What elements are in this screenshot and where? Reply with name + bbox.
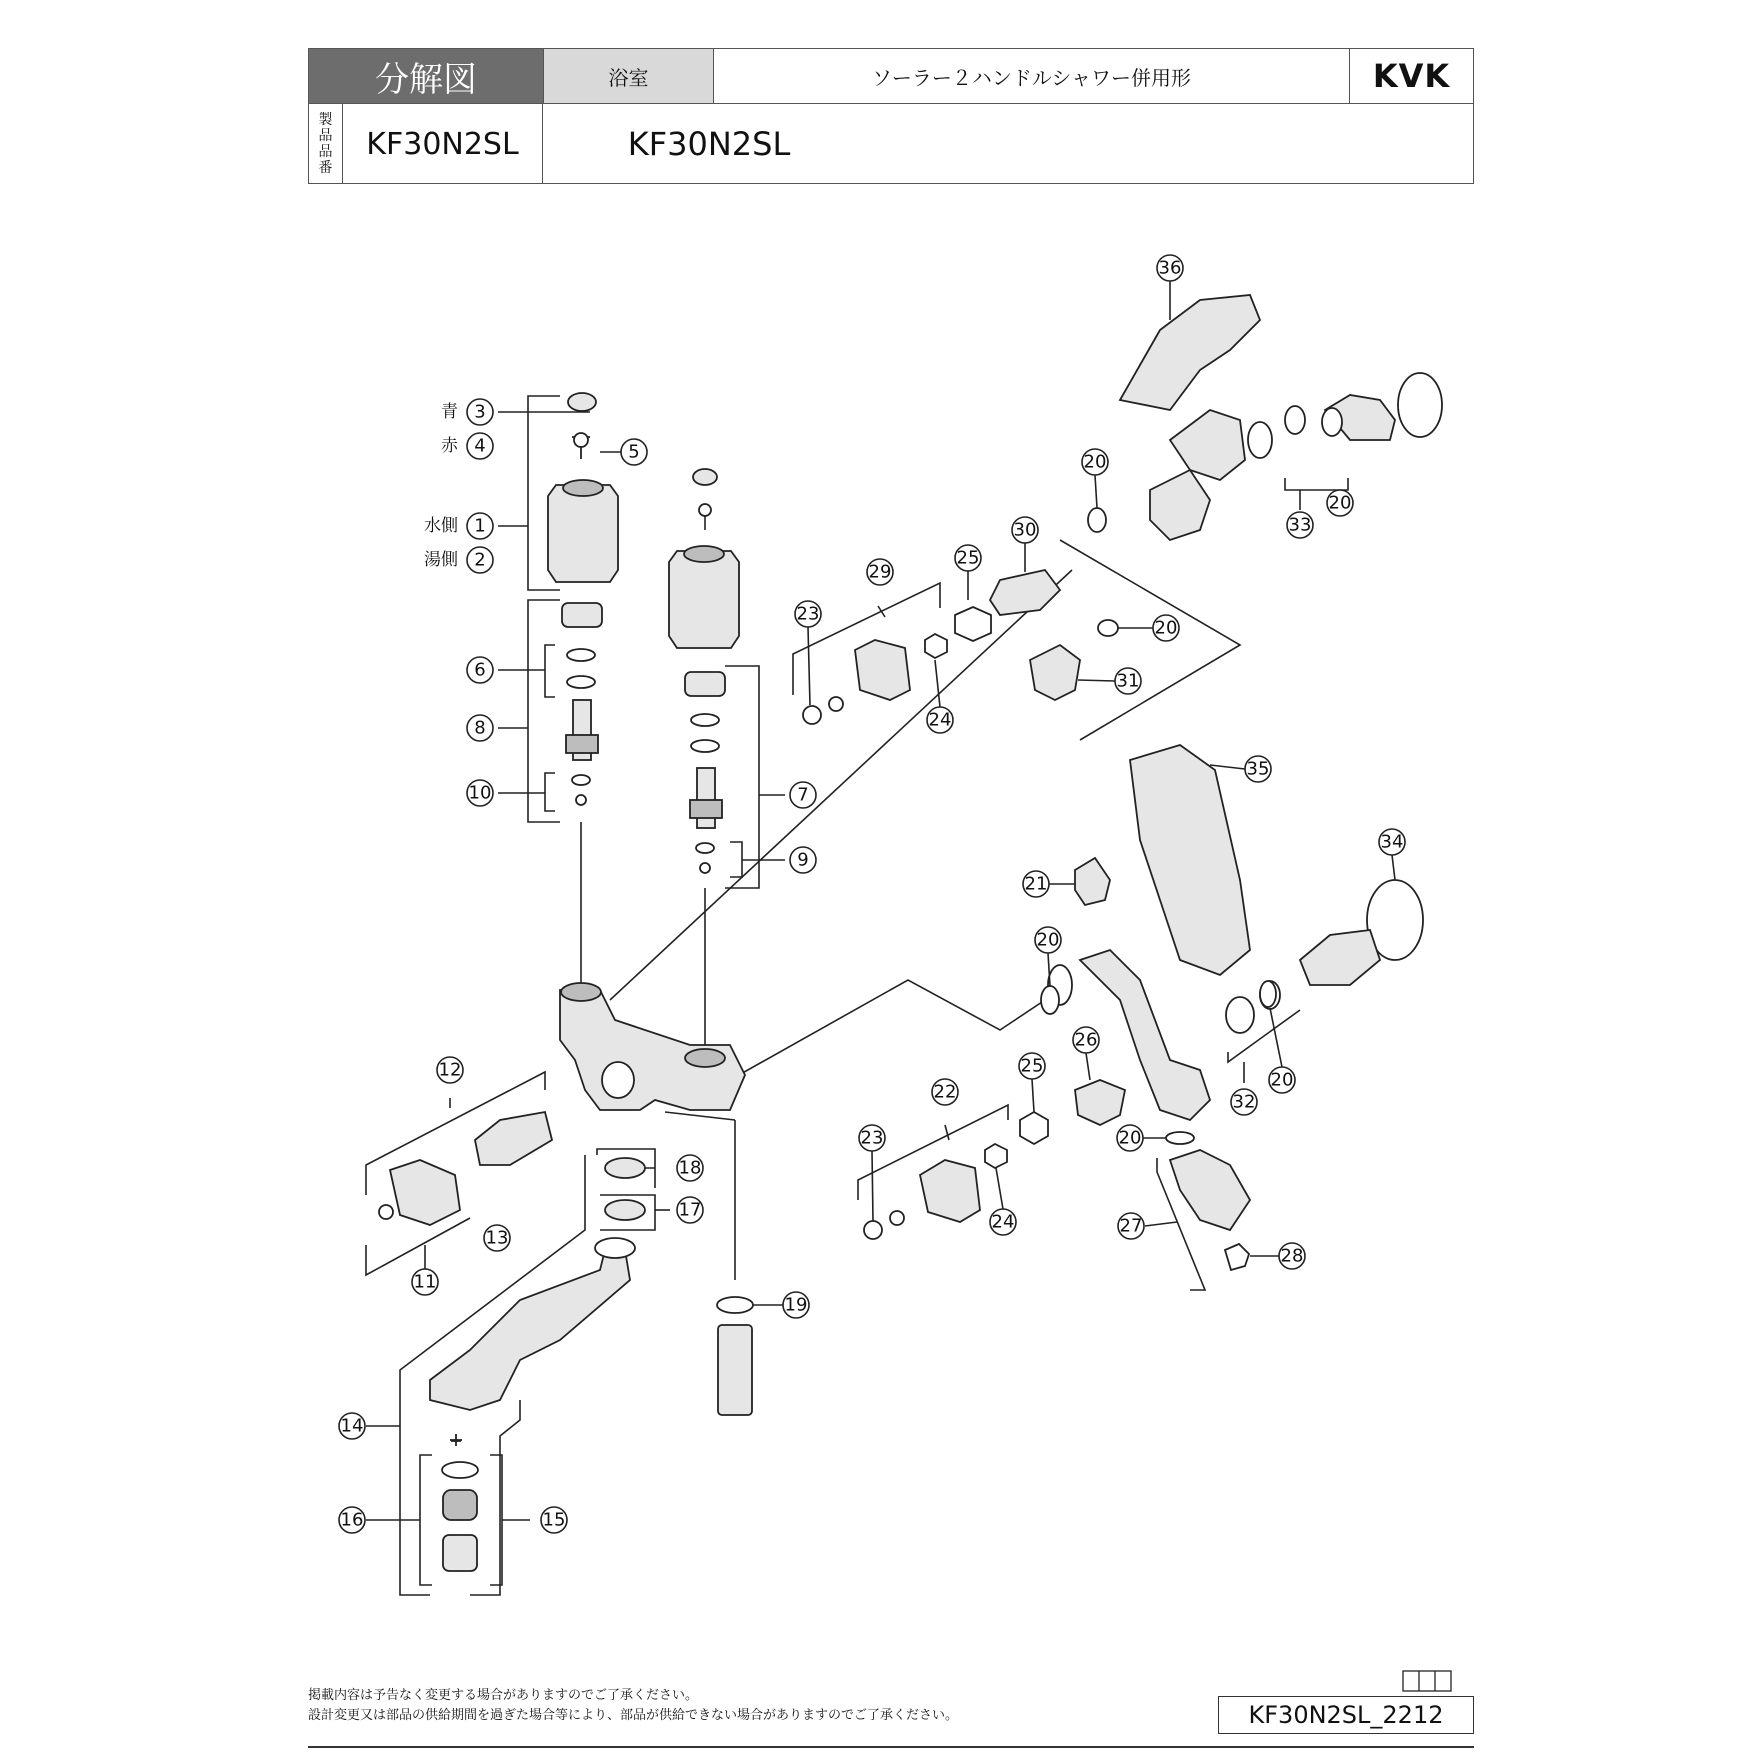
callout-20-f: 20 [1118, 1127, 1142, 1149]
callout-16: 16 [340, 1509, 364, 1531]
callout-21: 21 [1024, 873, 1048, 895]
shower-elbow [1170, 410, 1245, 480]
callout-36: 36 [1158, 257, 1182, 279]
callout-11: 11 [413, 1271, 437, 1293]
callout-17: 17 [678, 1199, 702, 1221]
callout-20-c: 20 [1154, 617, 1178, 639]
callout-8: 8 [474, 717, 486, 739]
callout-29: 29 [868, 561, 892, 583]
callout-20-e: 20 [1270, 1069, 1294, 1091]
document-id: KF30N2SL_2212 [1218, 1696, 1474, 1734]
spindle-right [697, 768, 715, 828]
callout-18: 18 [678, 1157, 702, 1179]
diverter-lever [855, 640, 910, 700]
product-name: ソーラー２ハンドルシャワー併用形 [713, 49, 1349, 103]
inlet-pipe [718, 1325, 752, 1415]
cap-blue-red [568, 393, 596, 411]
callout-20-d: 20 [1036, 929, 1060, 951]
callout-31: 31 [1116, 670, 1140, 692]
valve-21 [1075, 858, 1110, 905]
model-number-main: KF30N2SL [627, 125, 791, 163]
callout-23-b: 23 [860, 1127, 884, 1149]
callout-2: 2 [474, 549, 486, 571]
callout-32: 32 [1232, 1091, 1256, 1113]
stop-valve [1170, 1150, 1250, 1230]
brand-logo: KVK [1349, 49, 1473, 103]
callout-23-a: 23 [796, 603, 820, 625]
handle-right [669, 551, 739, 648]
product-number-label: 製 品 品 番 [309, 104, 343, 184]
footer-note-1: 掲載内容は予告なく変更する場合がありますのでご了承ください。 [308, 1688, 699, 1703]
bottom-rule [308, 1746, 1474, 1748]
cap-nut-right [685, 672, 725, 696]
callout-25-a: 25 [956, 547, 980, 569]
callout-15: 15 [542, 1509, 566, 1531]
callout-14: 14 [340, 1415, 364, 1437]
lever-22 [920, 1160, 980, 1222]
parts [379, 295, 1442, 1571]
page-title: 分解図 [309, 49, 543, 103]
label-water-side: 水側 [424, 516, 458, 536]
callout-26: 26 [1074, 1029, 1098, 1051]
changeover-knob [390, 1160, 460, 1225]
label-blue: 青 [441, 402, 458, 422]
callout-25-b: 25 [1020, 1055, 1044, 1077]
callout-28: 28 [1280, 1245, 1304, 1267]
callout-20-b: 20 [1328, 492, 1352, 514]
changeover-cartridge [475, 1112, 552, 1165]
callout-3: 3 [474, 401, 486, 423]
shower-hook [1120, 295, 1260, 410]
label-red: 赤 [441, 436, 458, 456]
holder-cover [1130, 745, 1250, 975]
callout-24-a: 24 [928, 709, 952, 731]
spout [430, 1250, 630, 1410]
callout-7: 7 [797, 784, 809, 806]
callout-22: 22 [933, 1081, 957, 1103]
callout-19: 19 [784, 1294, 808, 1316]
callout-27: 27 [1119, 1215, 1143, 1237]
page-indicator [1402, 1670, 1452, 1692]
callout-35: 35 [1246, 758, 1270, 780]
callout-5: 5 [628, 441, 640, 463]
callout-1: 1 [474, 515, 486, 537]
union-fitting [1300, 930, 1380, 985]
cap-nut-left [562, 603, 602, 627]
callout-13: 13 [485, 1227, 509, 1249]
callout-24-b: 24 [991, 1211, 1015, 1233]
callout-9: 9 [797, 849, 809, 871]
footer-note-2: 設計変更又は部品の供給期間を過ぎた場合等により、部品が供給できない場合がありますのでご了承ください。 [308, 1708, 959, 1723]
model-number-short: KF30N2SL [343, 104, 543, 184]
callout-12: 12 [438, 1059, 462, 1081]
room-category: 浴室 [543, 49, 713, 103]
diverter-cartridge [990, 570, 1060, 615]
cartridge-26 [1075, 1080, 1125, 1125]
callout-6: 6 [474, 659, 486, 681]
callout-30: 30 [1013, 519, 1037, 541]
label-hot-side: 湯側 [424, 550, 458, 570]
callout-10: 10 [468, 782, 492, 804]
callout-20-a: 20 [1083, 451, 1107, 473]
callout-4: 4 [474, 435, 486, 457]
handle-left [548, 485, 618, 582]
callout-33: 33 [1288, 514, 1312, 536]
check-valve [1030, 645, 1080, 700]
leader-lines [366, 396, 1348, 1595]
callout-34: 34 [1380, 831, 1404, 853]
